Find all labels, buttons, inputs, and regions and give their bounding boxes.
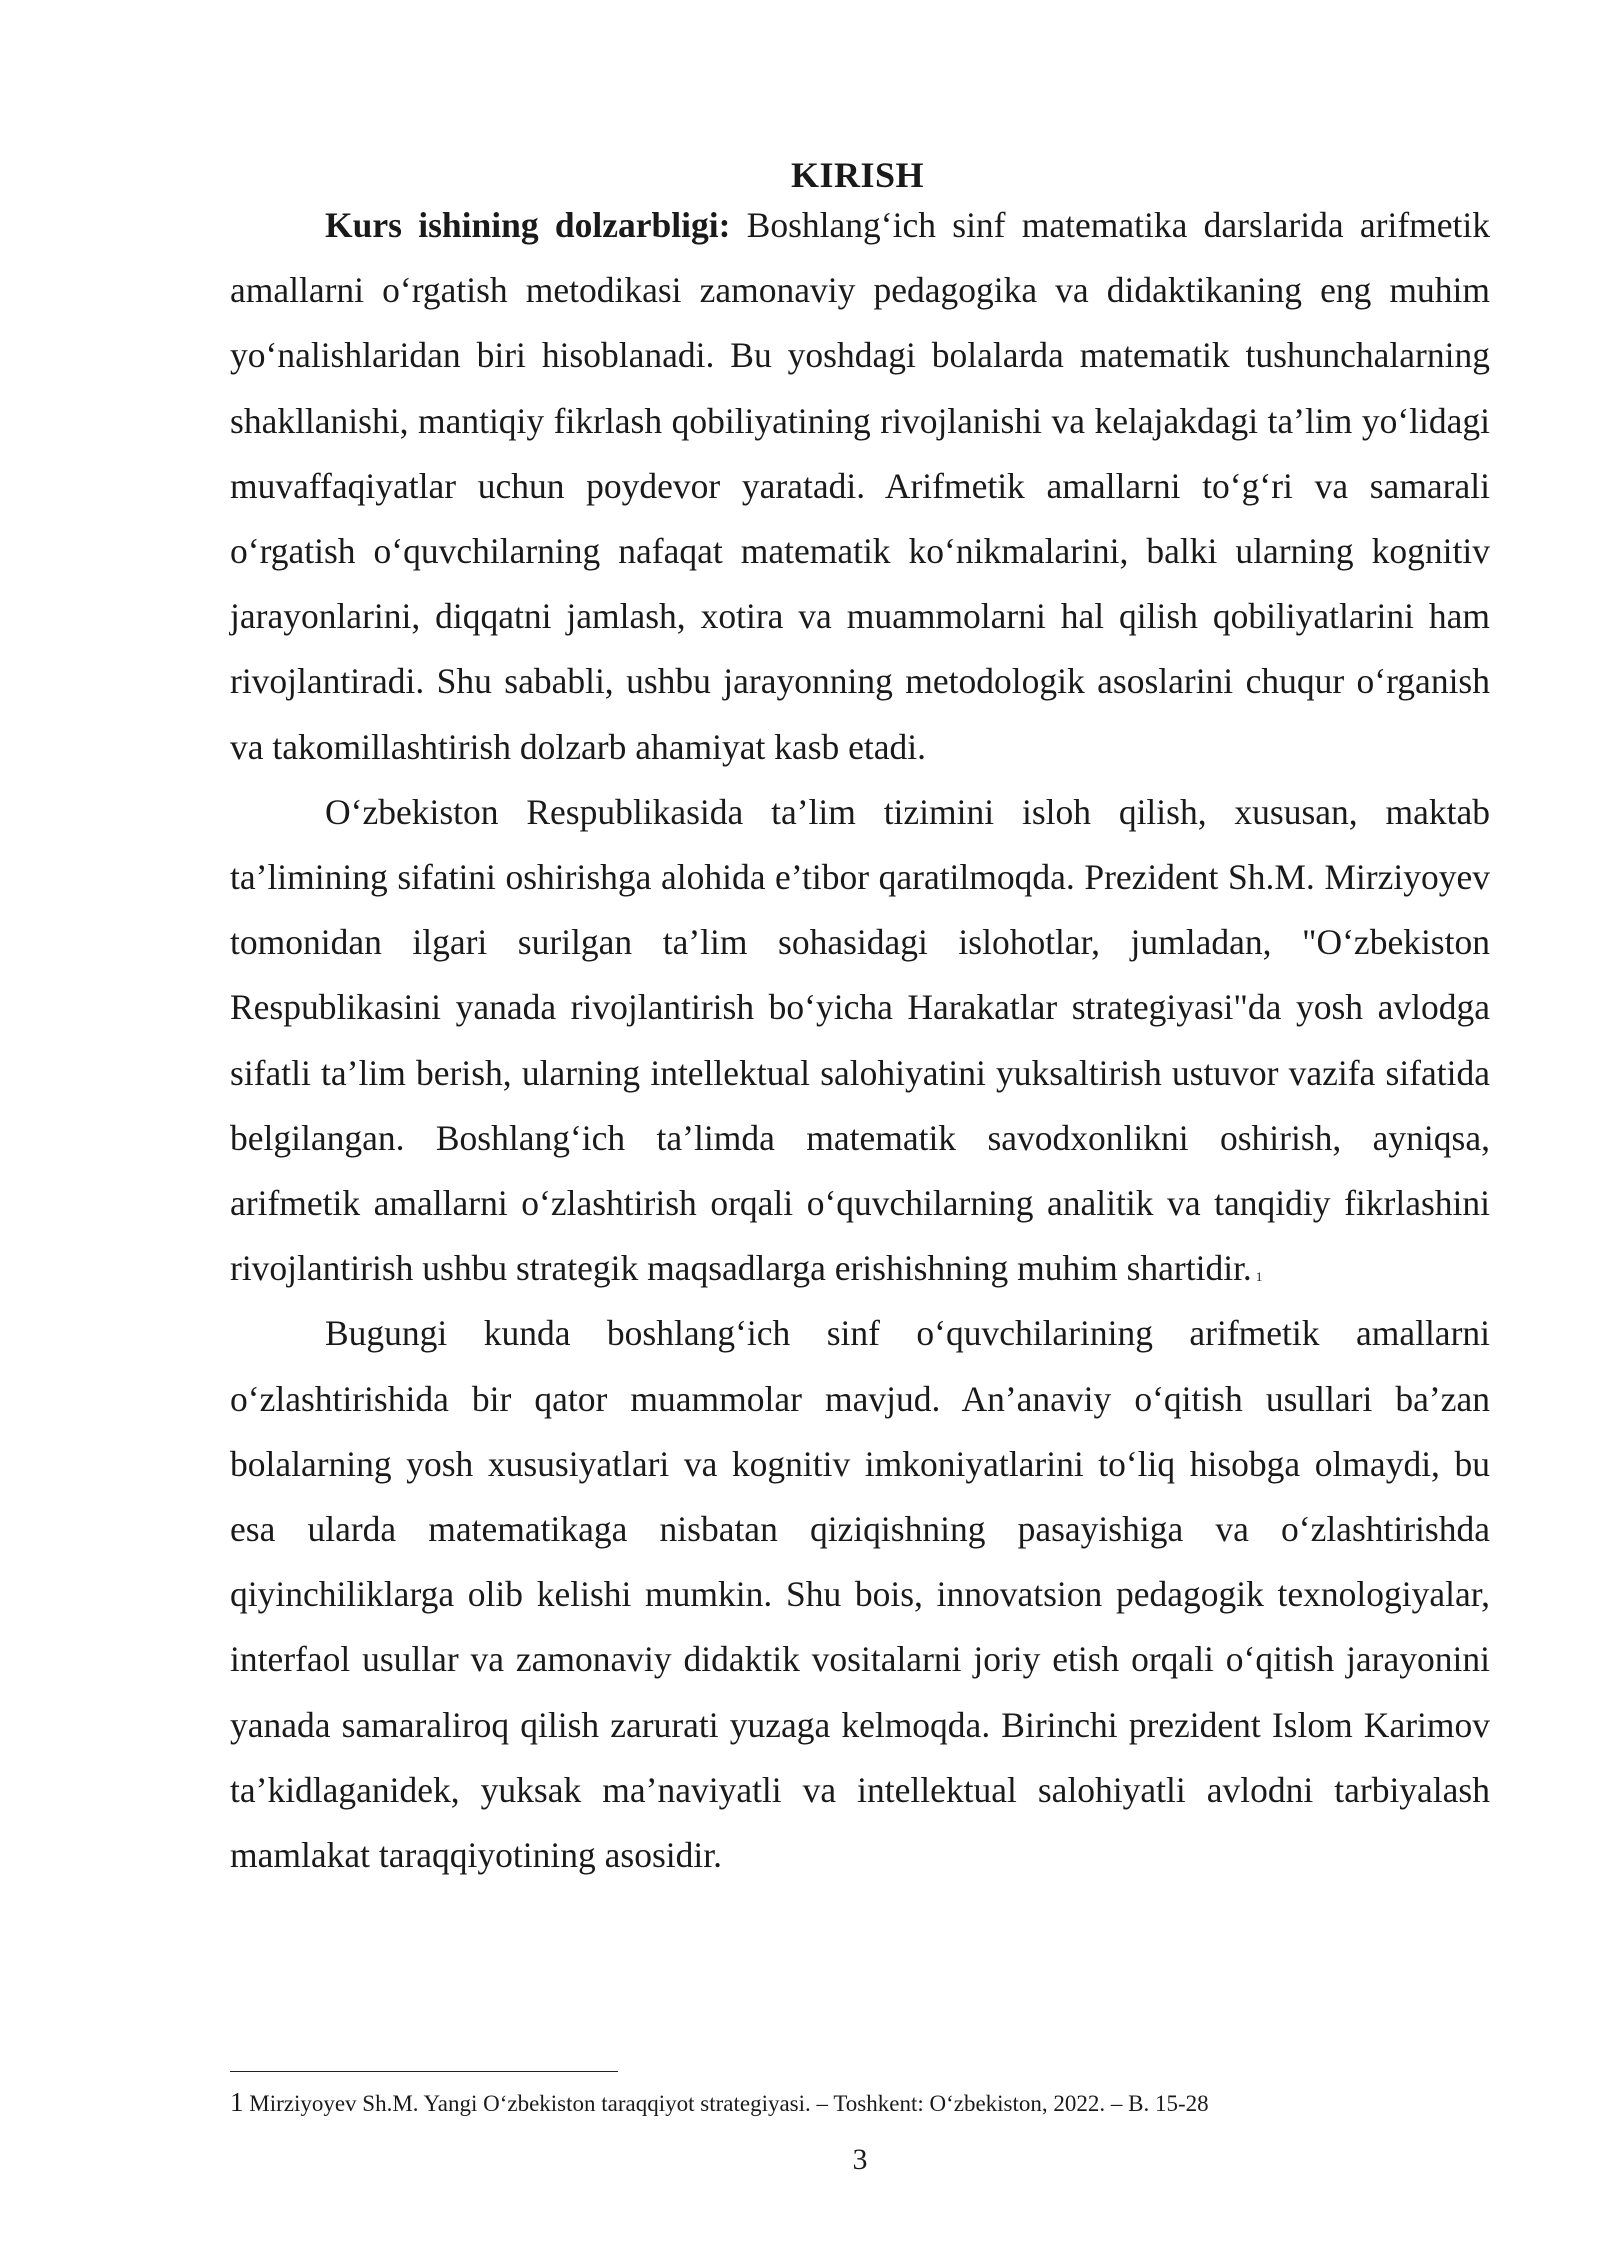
body-text bbox=[230, 193, 1490, 1888]
page-number: 3 bbox=[852, 2143, 868, 2176]
paragraph-text: Boshlang‘ich sinf matematika darslarida arifmetik amallarni o‘rgatish metodikasi zamonaviy pedagogika va didaktikaning eng muhim yo‘nalishlaridan biri hisoblanadi. Bu yoshdagi bolalarda matematik tushunchalarning shakllanishi, mantiqiy fikrlash qobiliyatining rivojlanishi va kelajakdagi ta’lim yo‘lidagi muvaffaqiyatlar uchun poydevor yaratadi. Arifmetik amallarni to‘g‘ri va samarali o‘rgatish o‘quvchilarning nafaqat matematik ko‘nikmalarini, balki ularning kognitiv jarayonlarini, diqqatni jamlash, xotira va muammolarni hal qilish qobiliyatlarini ham rivojlantiradi. Shu sababli, ushbu jarayonning metodologik asoslarini chuqur o‘rganish va takomillashtirish dolzarb ahamiyat kasb etadi. bbox=[230, 205, 1490, 767]
paragraph-problems bbox=[230, 1301, 1490, 1888]
paragraph-text: Bugungi kunda boshlang‘ich sinf o‘quvchilarining arifmetik amallarni o‘zlashtirishida bir qator muammolar mavjud. An’anaviy o‘qitish usullari ba’zan bolalarning yosh xususiyatlari va kognitiv imkoniyatlarini to‘liq hisobga olmaydi, bu esa ularda matematikaga nisbatan qiziqishning pasayishiga va o‘zlashtirishda qiyinchiliklarga olib kelishi mumkin. Shu bois, innovatsion pedagogik texnologiyalar, interfaol usullar va zamonaviy didaktik vositalarni joriy etish orqali o‘qitish jarayonini yanada samaraliroq qilish zarurati yuzaga kelmoqda. Birinchi prezident Islom Karimov ta’kidlaganidek, yuksak ma’naviyatli va intellektual salohiyatli avlodni tarbiyalash mamlakat taraqqiyotining asosidir. bbox=[230, 1313, 1490, 1876]
footnote bbox=[230, 2086, 1500, 2120]
paragraph-relevance bbox=[230, 193, 1490, 780]
footnote-number: 1 bbox=[230, 2087, 244, 2117]
section-heading: KIRISH bbox=[790, 155, 925, 195]
paragraph-lead-label: Kurs ishining dolzarbligi: bbox=[325, 205, 731, 245]
footnote-reference[interactable]: 1 bbox=[1255, 1269, 1263, 1285]
paragraph-reform bbox=[230, 780, 1490, 1302]
footnote-text: Mirziyoyev Sh.M. Yangi O‘zbekiston taraqqiyot strategiyasi. – Toshkent: O‘zbekiston, 2022. – B. 15-28 bbox=[249, 2091, 1209, 2116]
footnote-separator bbox=[230, 2071, 618, 2072]
paragraph-text: O‘zbekiston Respublikasida ta’lim tizimini isloh qilish, xususan, maktab ta’limining sifatini oshirishga alohida e’tibor qaratilmoqda. Prezident Sh.M. Mirziyoyev tomonidan ilgari surilgan ta’lim sohasidagi islohotlar, jumladan, "O‘zbekiston Respublikasini yanada rivojlantirish bo‘yicha Harakatlar strategiyasi"da yosh avlodga sifatli ta’lim berish, ularning intellektual salohiyatini yuksaltirish ustuvor vazifa sifatida belgilangan. Boshlang‘ich ta’limda matematik savodxonlikni oshirish, ayniqsa, arifmetik amallarni o‘zlashtirish orqali o‘quvchilarning analitik va tanqidiy fikrlashini rivojlantirish ushbu strategik maqsadlarga erishishning muhim shartidir. bbox=[230, 791, 1490, 1289]
